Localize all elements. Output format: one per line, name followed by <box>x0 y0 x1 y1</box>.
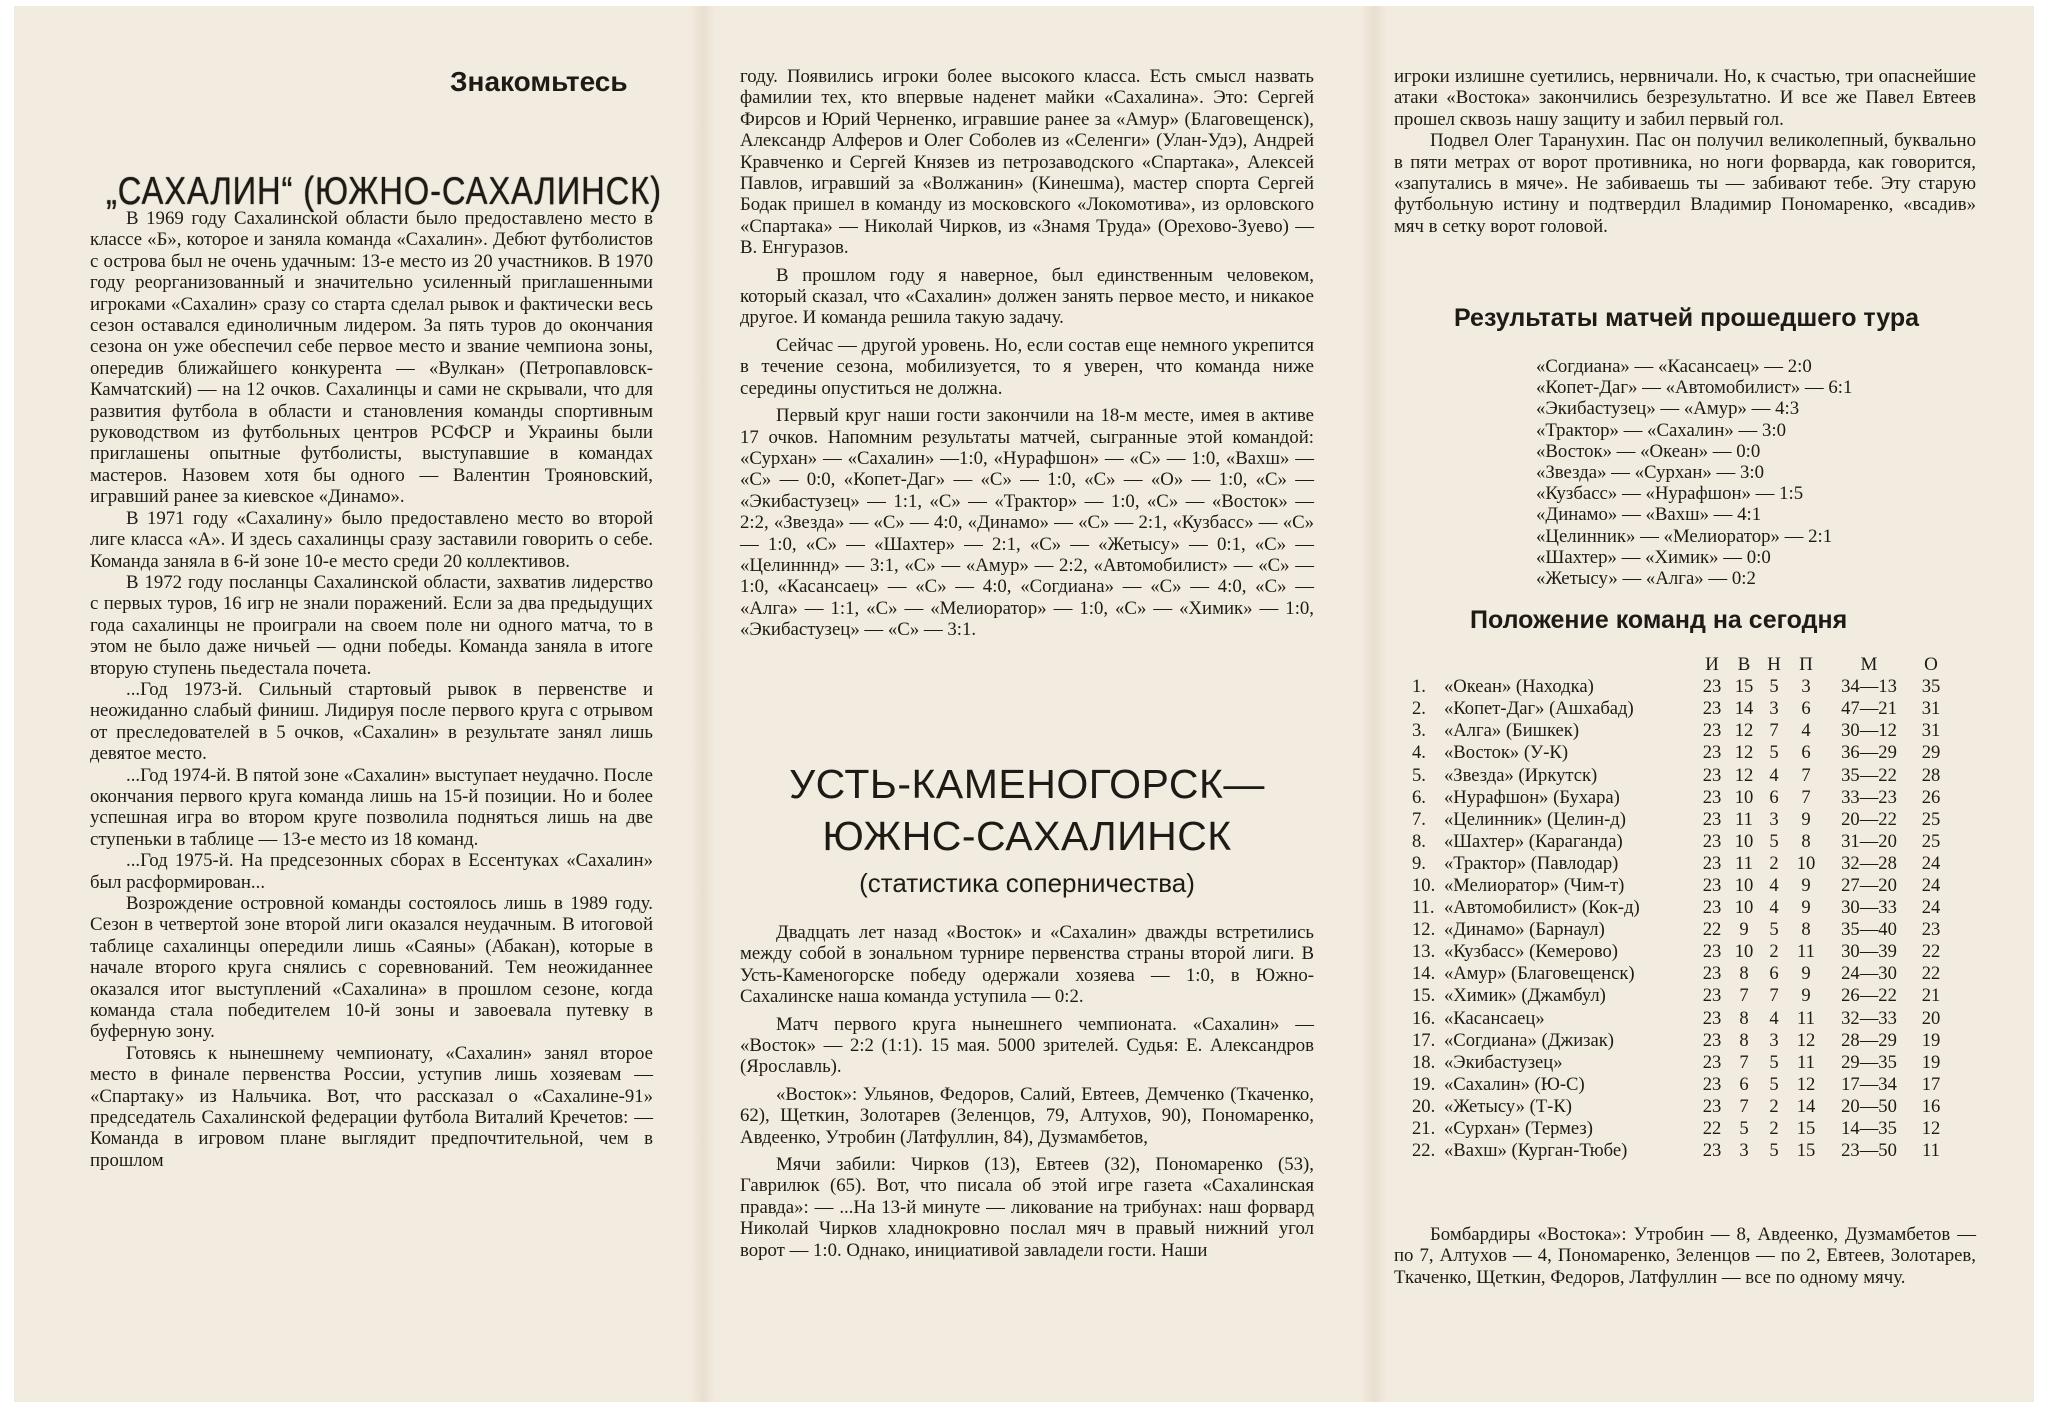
standings-place: 20. <box>1412 1095 1436 1117</box>
standings-team-name: «Амур» (Благовещенск) <box>1444 963 1635 985</box>
standings-points: 22 <box>1921 941 1941 963</box>
standings-row <box>1412 787 1948 809</box>
standings-losses: 8 <box>1801 830 1811 852</box>
standings-wins: 12 <box>1734 764 1754 786</box>
standings-games: 23 <box>1702 1140 1722 1162</box>
article-paragraph: В прошлом году я наверное, был единственным человеком, который сказал, что «Сахалин» должен занять первое место, и никакое другое. И команда решила такую задачу. <box>740 264 1314 329</box>
section-kicker: Знакомьтесь <box>450 66 628 97</box>
standings-team-name: «Динамо» (Барнаул) <box>1444 919 1605 941</box>
standings-wins: 10 <box>1734 830 1754 852</box>
standings-wins: 15 <box>1734 676 1754 698</box>
match-report-end <box>1394 66 1976 237</box>
standings-wins: 8 <box>1739 1029 1749 1051</box>
scorers-paragraph: Бомбардиры «Востока»: Утробин — 8, Авдеенко, Дузмамбетов — по 7, Алтухов — 4, Пономаренко, Зеленцов — по 2, Евтеев, Золотарев, Ткаченко, Щеткин, Федоров, Латфуллин — все по одному мячу. <box>1394 1224 1976 1288</box>
standings-points: 26 <box>1921 786 1941 808</box>
standings-losses: 9 <box>1801 963 1811 985</box>
standings-row <box>1412 831 1948 853</box>
standings-place: 13. <box>1412 941 1436 963</box>
result-item: «Жетысу» — «Алга» — 0:2 <box>1536 568 1756 590</box>
standings-losses: 11 <box>1797 1051 1815 1073</box>
result-item: «Шахтер» — «Химик» — 0:0 <box>1536 546 1771 568</box>
standings-games: 23 <box>1702 830 1722 852</box>
result-item: «Экибастузец» — «Амур» — 4:3 <box>1536 398 1800 420</box>
standings-draws: 2 <box>1769 1095 1779 1117</box>
standings-wins: 6 <box>1739 1073 1749 1095</box>
result-item: «Копет-Даг» — «Автомобилист» — 6:1 <box>1536 377 1853 399</box>
standings-row <box>1412 1074 1948 1096</box>
fold-line-right <box>1361 6 1387 1402</box>
standings-team-name: «Шахтер» (Караганда) <box>1444 830 1623 852</box>
standings-wins: 14 <box>1734 698 1754 720</box>
standings-points: 24 <box>1921 897 1941 919</box>
standings-draws: 3 <box>1769 1029 1779 1051</box>
standings-games: 22 <box>1702 1118 1722 1140</box>
standings-place: 2. <box>1412 698 1426 720</box>
standings-wins: 7 <box>1739 985 1749 1007</box>
col-header-losses: П <box>1799 654 1813 676</box>
standings-points: 31 <box>1921 720 1941 742</box>
standings-wins: 10 <box>1734 897 1754 919</box>
standings-losses: 6 <box>1801 742 1811 764</box>
article-paragraph: Готовясь к нынешнему чемпионату, «Сахалин» занял второе место в финале первенства России, уступив лишь хозяевам — «Спартаку» из Нальчика. Вот, что рассказал о «Сахалине-91» председатель Сахалинской федерации футбола Виталий Кречетов: — Команда в игровом плане выглядит предпочтительной, чем в прошлом <box>90 1042 653 1171</box>
standings-team-name: «Кузбасс» (Кемерово) <box>1444 941 1618 963</box>
standings-team-name: «Согдиана» (Джизак) <box>1444 1029 1615 1051</box>
standings-losses: 11 <box>1797 1007 1815 1029</box>
standings-row <box>1412 941 1948 963</box>
standings-goals: 36—29 <box>1841 742 1897 764</box>
result-item: «Звезда» — «Сурхан» — 3:0 <box>1536 462 1764 484</box>
standings-wins: 7 <box>1739 1051 1749 1073</box>
article-paragraph: году. Появились игроки более высокого класса. Есть смысл назвать фамилии тех, кто впервые наденет майки «Сахалина». Это: Сергей Фирсов и Юрий Черненко, игравшие ранее за «Амур» (Благовещенск), Александр Алферов и Олег Соболев из «Селенги» (Улан-Удэ), Андрей Кравченко и Сергей Князев из петрозаводского «Спартака», Алексей Павлов, игравший за «Волжанин» (Кинешма), мастер спорта Сергей Бодак пришел в команду из московского «Локомотива», из орловского «Спартака» — Николай Чирков, из «Знамя Труда» (Орехово-Зуево) — В. Енгуразов. <box>740 66 1314 259</box>
col-header-games: И <box>1705 654 1719 676</box>
standings-points: 19 <box>1921 1029 1941 1051</box>
standings-games: 23 <box>1702 808 1722 830</box>
standings-team-name: «Звезда» (Иркутск) <box>1444 764 1598 786</box>
standings-games: 23 <box>1702 874 1722 896</box>
standings-header-row <box>1412 654 1948 676</box>
standings-row <box>1412 809 1948 831</box>
standings-losses: 12 <box>1796 1029 1816 1051</box>
article-paragraph: Мячи забили: Чирков (13), Евтеев (32), Пономаренко (53), Гаврилюк (65). Вот, что писала об этой игре газета «Сахалинская правда»: — ...На 13-й минуте — ликование на трибунах: наш форвард Николай Чирков хладнокровно послал мяч в правый нижний угол ворот — 1:0. Однако, инициативой завладели гости. Наши <box>740 1154 1314 1261</box>
standings-team-name: «Сахалин» (Ю-С) <box>1444 1073 1585 1095</box>
standings-losses: 8 <box>1801 919 1811 941</box>
standings-draws: 3 <box>1769 698 1779 720</box>
col-header-wins: В <box>1737 654 1751 676</box>
standings-draws: 6 <box>1769 786 1779 808</box>
standings-games: 23 <box>1702 1007 1722 1029</box>
standings-losses: 9 <box>1801 897 1811 919</box>
standings-row <box>1412 1052 1948 1074</box>
standings-team-name: «Нурафшон» (Бухара) <box>1444 786 1620 808</box>
rivalry-title-line1: УСТЬ-КАМЕНОГОРСК— <box>789 761 1265 807</box>
standings-draws: 3 <box>1769 808 1779 830</box>
standings-team-name: «Автомобилист» (Кок-д) <box>1444 897 1640 919</box>
standings-games: 23 <box>1702 1095 1722 1117</box>
standings-losses: 7 <box>1801 786 1811 808</box>
standings-draws: 4 <box>1769 1007 1779 1029</box>
standings-points: 25 <box>1921 808 1941 830</box>
standings-goals: 26—22 <box>1841 985 1897 1007</box>
standings-losses: 10 <box>1796 852 1816 874</box>
article-paragraph: ...Год 1974-й. В пятой зоне «Сахалин» выступает неудачно. После окончания первого круга команда лишь на 15-й позиции. Но и более успешная игра во втором круге позволила подняться лишь на две ступеньки в таблице — 13-е место из 18 команд. <box>90 764 653 850</box>
standings-goals: 32—28 <box>1841 852 1897 874</box>
standings-title: Положение команд на сегодня <box>1470 606 1848 634</box>
standings-draws: 4 <box>1769 897 1779 919</box>
standings-draws: 4 <box>1769 874 1779 896</box>
standings-goals: 23—50 <box>1841 1140 1897 1162</box>
standings-games: 23 <box>1702 676 1722 698</box>
standings-games: 23 <box>1702 786 1722 808</box>
rivalry-body <box>740 922 1314 1261</box>
standings-wins: 12 <box>1734 742 1754 764</box>
article-body <box>90 208 653 1171</box>
standings-wins: 7 <box>1739 1095 1749 1117</box>
article-paragraph: Матч первого круга нынешнего чемпионата. «Сахалин» — «Восток» — 2:2 (1:1). 15 мая. 5000 зрителей. Судья: Е. Александров (Ярославль). <box>740 1013 1314 1078</box>
standings-wins: 12 <box>1734 720 1754 742</box>
standings-place: 5. <box>1412 764 1426 786</box>
standings-row <box>1412 963 1948 985</box>
standings-place: 11. <box>1412 897 1435 919</box>
standings-wins: 10 <box>1734 874 1754 896</box>
article-paragraph: игроки излишне суетились, нервничали. Но, к счастью, три опаснейшие атаки «Востока» закончились безрезультатно. И все же Павел Евтеев прошел сквозь нашу защиту и забил первый гол. <box>1394 66 1976 130</box>
standings-place: 16. <box>1412 1007 1436 1029</box>
standings-place: 14. <box>1412 963 1436 985</box>
standings-draws: 7 <box>1769 720 1779 742</box>
standings-row <box>1412 919 1948 941</box>
standings-draws: 6 <box>1769 963 1779 985</box>
standings-draws: 7 <box>1769 985 1779 1007</box>
result-item: «Трактор» — «Сахалин» — 3:0 <box>1536 419 1786 441</box>
standings-goals: 14—35 <box>1841 1118 1897 1140</box>
standings-goals: 34—13 <box>1841 676 1897 698</box>
result-item: «Согдиана» — «Касансаец» — 2:0 <box>1536 356 1812 377</box>
standings-points: 29 <box>1921 742 1941 764</box>
standings-row <box>1412 1008 1948 1030</box>
article-paragraph: «Восток»: Ульянов, Федоров, Салий, Евтеев, Демченко (Ткаченко, 62), Щеткин, Золотарев (Зеленцов, 79, Алтухов, 90), Пономаренко, Авдеенко, Утробин (Латфуллин, 84), Дузмамбетов, <box>740 1083 1314 1148</box>
standings-goals: 33—23 <box>1841 786 1897 808</box>
standings-losses: 15 <box>1796 1140 1816 1162</box>
standings-losses: 9 <box>1801 985 1811 1007</box>
standings-place: 21. <box>1412 1118 1436 1140</box>
standings-losses: 9 <box>1801 808 1811 830</box>
standings-place: 9. <box>1412 852 1426 874</box>
standings-row <box>1412 720 1948 742</box>
standings-team-name: «Химик» (Джамбул) <box>1444 985 1606 1007</box>
standings-team-name: «Копет-Даг» (Ашхабад) <box>1444 698 1634 720</box>
standings-goals: 29—35 <box>1841 1051 1897 1073</box>
standings-points: 16 <box>1921 1095 1941 1117</box>
standings-losses: 15 <box>1796 1118 1816 1140</box>
standings-games: 23 <box>1702 1051 1722 1073</box>
standings-place: 18. <box>1412 1051 1436 1073</box>
article-paragraph: ...Год 1975-й. На предсезонных сборах в Ессентуках «Сахалин» был расформирован... <box>90 850 653 893</box>
standings-points: 24 <box>1921 874 1941 896</box>
standings-goals: 32—33 <box>1841 1007 1897 1029</box>
standings-goals: 20—50 <box>1841 1095 1897 1117</box>
standings-row <box>1412 1140 1948 1162</box>
article-paragraph: В 1969 году Сахалинской области было предоставлено место в классе «Б», которое и заняла команда «Сахалин». Дебют футболистов с острова был не очень удачным: 13-е место из 20 участников. В 1970 году реорганизованный и значительно усиленный приглашенными игроками «Сахалин» сразу со старта сделал рывок и фактически весь сезон оставался единоличным лидером. За пять туров до окончания сезона он уже обеспечил себе первое место и звание чемпиона зоны, опередив ближайшего конкурента — «Вулкан» (Петропавловск-Камчатский) — на 12 очков. Сахалинцы и сами не скрывали, что для развития футбола в области и становления команды спортивным руководством из футбольных центров РСФСР и Украины были приглашены опытные футболисты, выступавшие в командах мастеров. Назовем хотя бы одного — Валентин Трояновский, игравший ранее за киевское «Динамо». <box>90 208 653 508</box>
interview-continued <box>740 66 1314 641</box>
standings-games: 23 <box>1702 742 1722 764</box>
standings-games: 23 <box>1702 963 1722 985</box>
col-header-goals: М <box>1860 654 1878 676</box>
standings-place: 17. <box>1412 1029 1436 1051</box>
standings-losses: 7 <box>1801 764 1811 786</box>
results-list <box>1394 356 1852 589</box>
standings-points: 23 <box>1921 919 1941 941</box>
standings-place: 19. <box>1412 1073 1436 1095</box>
standings-row <box>1412 1118 1948 1140</box>
standings-goals: 35—40 <box>1841 919 1897 941</box>
standings-draws: 4 <box>1769 764 1779 786</box>
column-left <box>90 6 662 1402</box>
standings-team-name: «Вахш» (Курган-Тюбе) <box>1444 1140 1628 1162</box>
standings-wins: 10 <box>1734 786 1754 808</box>
results-title: Результаты матчей прошедшего тура <box>1454 304 1920 332</box>
standings-goals: 28—29 <box>1841 1029 1897 1051</box>
standings-points: 24 <box>1921 852 1941 874</box>
standings-losses: 12 <box>1796 1073 1816 1095</box>
standings-games: 23 <box>1702 985 1722 1007</box>
standings-place: 3. <box>1412 720 1426 742</box>
standings-row <box>1412 875 1948 897</box>
standings-team-name: «Алга» (Бишкек) <box>1444 720 1580 742</box>
standings-team-name: «Жетысу» (Т-К) <box>1444 1095 1572 1117</box>
standings-games: 23 <box>1702 698 1722 720</box>
standings-place: 8. <box>1412 830 1426 852</box>
rivalry-subtitle: (статистика соперничества) <box>859 868 1195 898</box>
standings-place: 7. <box>1412 808 1426 830</box>
standings-goals: 17—34 <box>1841 1073 1897 1095</box>
standings-points: 19 <box>1921 1051 1941 1073</box>
standings-wins: 11 <box>1735 808 1753 830</box>
standings-team-name: «Экибастузец» <box>1444 1051 1563 1073</box>
standings-place: 22. <box>1412 1140 1436 1162</box>
article-paragraph: Подвел Олег Таранухин. Пас он получил великолепный, буквально в пяти метрах от ворот противника, но ноги форварда, как говорится, «запутались в мяче». Не забиваешь ты — забивают тебе. Эту старую футбольную истину и подтвердил Владимир Пономаренко, «всадив» мяч в сетку ворот головой. <box>1394 130 1976 237</box>
standings-losses: 9 <box>1801 874 1811 896</box>
standings-games: 23 <box>1702 897 1722 919</box>
standings-points: 11 <box>1922 1140 1940 1162</box>
standings-points: 21 <box>1921 985 1941 1007</box>
standings-losses: 14 <box>1796 1095 1816 1117</box>
standings-row <box>1412 764 1948 786</box>
standings-row <box>1412 698 1948 720</box>
standings-row <box>1412 985 1948 1007</box>
standings-team-name: «Восток» (У-К) <box>1444 742 1569 764</box>
standings-points: 12 <box>1921 1118 1941 1140</box>
standings-place: 15. <box>1412 985 1436 1007</box>
standings-team-name: «Касансаец» <box>1444 1007 1545 1029</box>
col-header-points: О <box>1924 654 1938 676</box>
standings-points: 22 <box>1921 963 1941 985</box>
standings-draws: 2 <box>1769 852 1779 874</box>
standings-place: 12. <box>1412 919 1436 941</box>
standings-wins: 5 <box>1739 1118 1749 1140</box>
standings-place: 1. <box>1412 676 1426 698</box>
article-paragraph: В 1972 году посланцы Сахалинской области, захватив лидерство с первых туров, 16 игр не знали поражений. Если за два предыдущих года сахалинцы не проиграли на своем поле ни одного матча, то в этом не было даже ничьей — одни победы. Команда заняла в итоге вторую ступень пьедестала почета. <box>90 571 653 679</box>
standings-team-name: «Мелиоратор» (Чим-т) <box>1444 874 1625 896</box>
result-item: «Кузбасс» — «Нурафшон» — 1:5 <box>1536 483 1804 505</box>
standings-wins: 8 <box>1739 1007 1749 1029</box>
article-title: „САХАЛИН“ (ЮЖНО-САХАЛИНСК) <box>106 170 662 214</box>
standings-games: 23 <box>1702 764 1722 786</box>
standings-games: 23 <box>1702 852 1722 874</box>
article-paragraph: Сейчас — другой уровень. Но, если состав еще немного укрепится в течение сезона, мобилизуется, то я уверен, что команда ниже середины опуститься не должна. <box>740 334 1314 399</box>
standings-draws: 2 <box>1769 1118 1779 1140</box>
result-item: «Восток» — «Океан» — 0:0 <box>1536 440 1761 462</box>
standings-points: 31 <box>1921 698 1941 720</box>
standings-goals: 31—20 <box>1841 830 1897 852</box>
standings-draws: 2 <box>1769 941 1779 963</box>
standings-draws: 5 <box>1769 830 1779 852</box>
standings-losses: 3 <box>1801 676 1811 698</box>
standings-games: 23 <box>1702 1073 1722 1095</box>
standings-row <box>1412 853 1948 875</box>
article-paragraph: В 1971 году «Сахалину» было предоставлено место во второй лиге класса «А». И здесь сахалинцы сразу заставили говорить о себе. Команда заняла в 6-й зоне 10-е место среди 20 коллективов. <box>90 507 653 572</box>
article-paragraph: ...Год 1973-й. Сильный стартовый рывок в первенстве и неожиданно слабый финиш. Лидируя после первого круга с отрывом от преследователей в 5 очков, «Сахалин» в результате занял лишь девятое место. <box>90 678 653 765</box>
standings-wins: 11 <box>1735 852 1753 874</box>
standings-row <box>1412 1096 1948 1118</box>
standings-goals: 35—22 <box>1841 764 1897 786</box>
standings-points: 17 <box>1921 1073 1941 1095</box>
rivalry-heading <box>740 758 1314 899</box>
standings-row <box>1412 676 1948 698</box>
standings-losses: 11 <box>1797 941 1815 963</box>
standings-body <box>1412 676 1948 1162</box>
standings-team-name: «Трактор» (Павлодар) <box>1444 852 1619 874</box>
article-paragraph: Возрождение островной команды состоялось лишь в 1989 году. Сезон в четвертой зоне второй лиги оказался неудачным. В итоговой таблице сахалинцы опередили лишь «Саяны» (Абакан), которые в начале второго круга снялись с соревнований. Тем неожиданнее оказался итог выступлений «Сахалина» в прошлом сезоне, когда команда стала победителем 10-й зоны и завоевала путевку в буферную зону. <box>90 893 653 1043</box>
standings-goals: 30—12 <box>1841 720 1897 742</box>
standings-draws: 5 <box>1769 1073 1779 1095</box>
standings-row <box>1412 1030 1948 1052</box>
result-item: «Целинник» — «Мелиоратор» — 2:1 <box>1536 525 1833 547</box>
standings-goals: 47—21 <box>1841 698 1897 720</box>
standings-draws: 5 <box>1769 1051 1779 1073</box>
standings-wins: 9 <box>1739 919 1749 941</box>
standings-goals: 30—33 <box>1841 897 1897 919</box>
program-sheet <box>14 6 2034 1402</box>
fold-line-left <box>690 6 716 1402</box>
standings-team-name: «Океан» (Находка) <box>1444 676 1594 698</box>
standings-points: 25 <box>1921 830 1941 852</box>
standings-draws: 5 <box>1769 676 1779 698</box>
standings-row <box>1412 897 1948 919</box>
col-header-draws: Н <box>1767 654 1781 676</box>
standings-games: 23 <box>1702 720 1722 742</box>
standings-games: 22 <box>1702 919 1722 941</box>
article-paragraph: Первый круг наши гости закончили на 18-м месте, имея в активе 17 очков. Напомним результаты матчей, сыгранные этой командой: «Сурхан» — «Сахалин» —1:0, «Нурафшон» — «С» — 1:0, «Вахш» — «С» — 0:0, «Копет-Даг» — «С» — 1:0, «С» — «О» — 1:0, «С» — «Экибастузец» — 1:1, «С» — «Трактор» — 1:0, «С» — «Восток» — 2:2, «Звезда» — «С» — 4:0, «Динамо» — «С» — 2:1, «Кузбасс» — «С» — 1:0, «С» — «Шахтер» — 2:1, «С» — «Жетысу» — 0:1, «С» — «Целинннд» — 3:1, «С» — «Амур» — 2:2, «Автомобилист» — «С» — 1:0, «Касансаец» — «С» — 4:0, «Согдиана» — «С» — 4:0, «С» — «Алга» — 1:1, «С» — «Мелиоратор» — 1:0, «С» — «Химик» — 1:0, «Экибастузец» — «С» — 3:1. <box>740 405 1314 641</box>
rivalry-title-line2: ЮЖНС-САХАЛИНСК <box>822 813 1232 859</box>
standings-row <box>1412 742 1948 764</box>
standings-team-name: «Сурхан» (Термез) <box>1444 1118 1593 1140</box>
standings-draws: 5 <box>1769 919 1779 941</box>
standings-points: 35 <box>1921 676 1941 698</box>
standings-place: 6. <box>1412 786 1426 808</box>
standings-points: 28 <box>1921 764 1941 786</box>
standings-goals: 24—30 <box>1841 963 1897 985</box>
standings-games: 23 <box>1702 1029 1722 1051</box>
standings-draws: 5 <box>1769 1140 1779 1162</box>
standings-place: 10. <box>1412 874 1436 896</box>
standings-place: 4. <box>1412 742 1426 764</box>
result-item: «Динамо» — «Вахш» — 4:1 <box>1536 504 1762 526</box>
standings-wins: 8 <box>1739 963 1749 985</box>
standings-goals: 27—20 <box>1841 874 1897 896</box>
standings-wins: 3 <box>1739 1140 1749 1162</box>
standings-games: 23 <box>1702 941 1722 963</box>
standings-losses: 4 <box>1801 720 1811 742</box>
standings-draws: 5 <box>1769 742 1779 764</box>
standings-points: 20 <box>1921 1007 1941 1029</box>
standings-goals: 30—39 <box>1841 941 1897 963</box>
standings-goals: 20—22 <box>1841 808 1897 830</box>
article-paragraph: Двадцать лет назад «Восток» и «Сахалин» дважды встретились между собой в зональном турнире первенства страны второй лиги. В Усть-Каменогорске победу одержали хозяева — 1:0, в Южно-Сахалинске наша команда уступила — 0:2. <box>740 922 1314 1008</box>
standings-team-name: «Целинник» (Целин-д) <box>1444 808 1626 830</box>
standings-table <box>1412 654 1948 1162</box>
standings-losses: 6 <box>1801 698 1811 720</box>
standings-wins: 10 <box>1734 941 1754 963</box>
